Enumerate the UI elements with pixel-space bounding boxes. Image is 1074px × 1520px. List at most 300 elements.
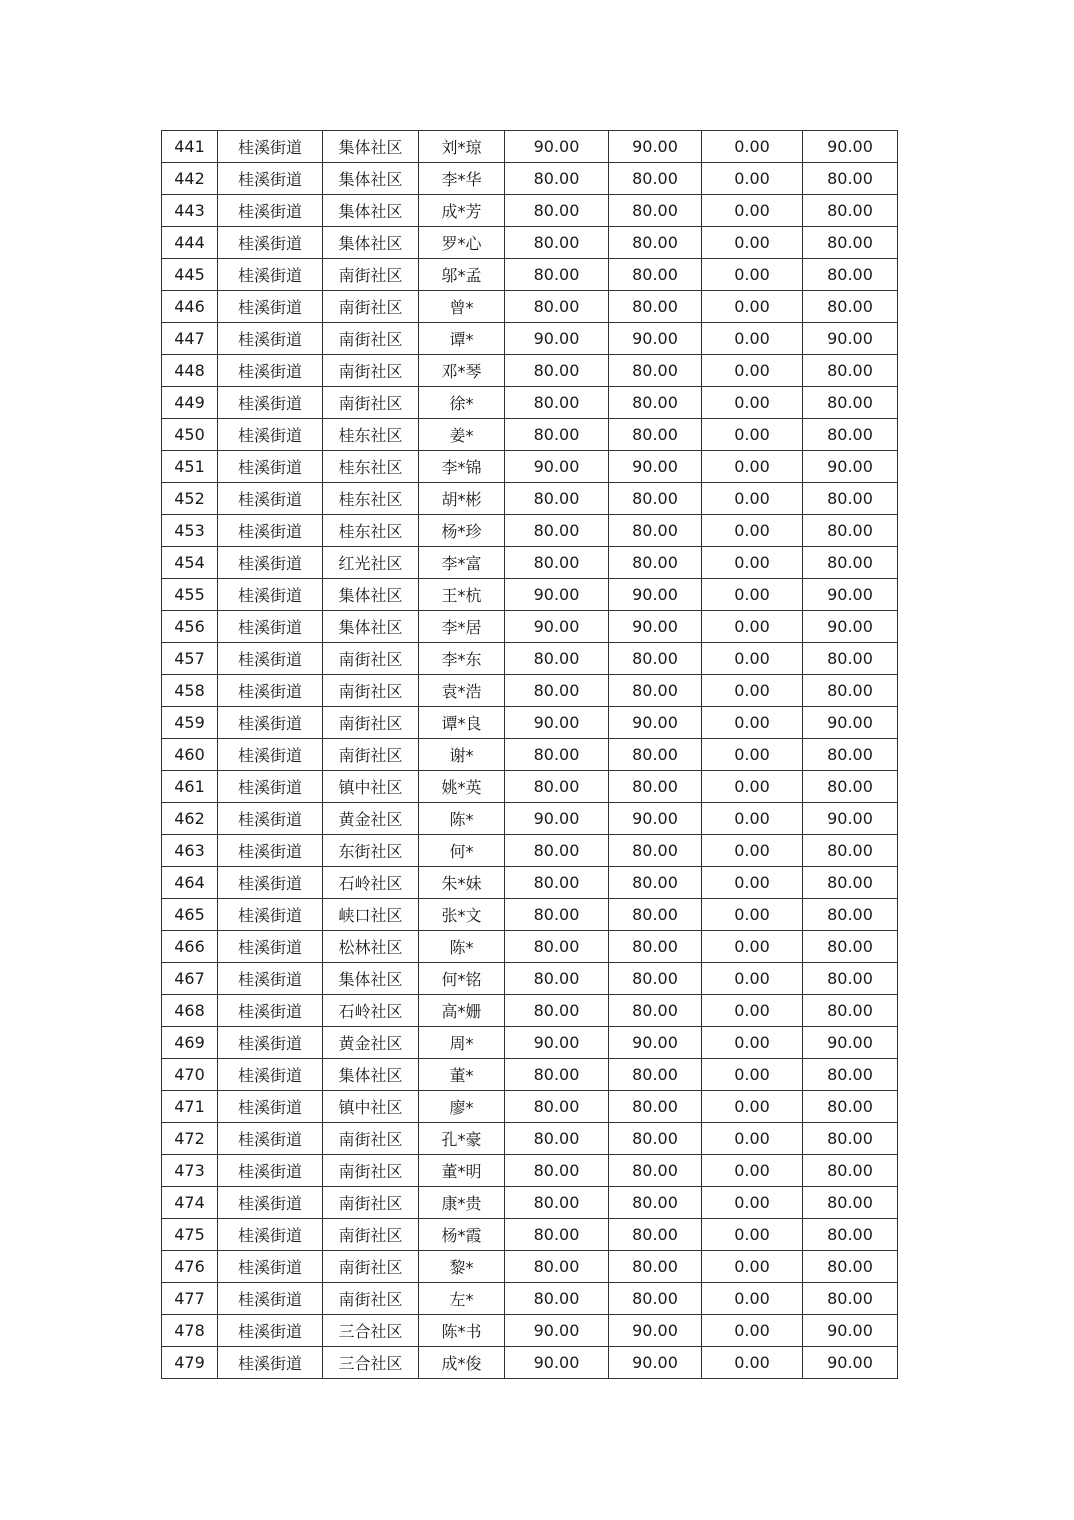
cell-value-4: 90.00 (803, 131, 898, 163)
cell-value-3: 0.00 (702, 1347, 803, 1379)
cell-community: 南街社区 (323, 1283, 419, 1315)
cell-value-1: 90.00 (505, 451, 609, 483)
cell-value-1: 80.00 (505, 355, 609, 387)
data-table (161, 130, 898, 1379)
cell-value-1: 80.00 (505, 547, 609, 579)
cell-name: 杨*霞 (419, 1219, 505, 1251)
cell-number: 462 (162, 803, 218, 835)
cell-value-3: 0.00 (702, 995, 803, 1027)
table-row (162, 451, 898, 483)
cell-value-2: 90.00 (609, 1347, 702, 1379)
cell-street: 桂溪街道 (218, 195, 323, 227)
cell-value-3: 0.00 (702, 611, 803, 643)
cell-name: 张*文 (419, 899, 505, 931)
cell-value-3: 0.00 (702, 835, 803, 867)
cell-number: 464 (162, 867, 218, 899)
cell-name: 刘*琼 (419, 131, 505, 163)
cell-value-2: 80.00 (609, 643, 702, 675)
cell-number: 457 (162, 643, 218, 675)
cell-name: 何*铭 (419, 963, 505, 995)
cell-value-2: 80.00 (609, 291, 702, 323)
cell-value-1: 80.00 (505, 1059, 609, 1091)
cell-number: 461 (162, 771, 218, 803)
cell-value-2: 80.00 (609, 931, 702, 963)
cell-value-4: 80.00 (803, 1091, 898, 1123)
cell-number: 474 (162, 1187, 218, 1219)
cell-number: 444 (162, 227, 218, 259)
table-row (162, 323, 898, 355)
cell-value-3: 0.00 (702, 419, 803, 451)
cell-value-4: 80.00 (803, 1155, 898, 1187)
cell-value-1: 90.00 (505, 579, 609, 611)
cell-community: 三合社区 (323, 1347, 419, 1379)
cell-community: 镇中社区 (323, 1091, 419, 1123)
table-row (162, 963, 898, 995)
cell-number: 459 (162, 707, 218, 739)
table-row (162, 643, 898, 675)
cell-value-3: 0.00 (702, 1187, 803, 1219)
cell-street: 桂溪街道 (218, 387, 323, 419)
cell-number: 452 (162, 483, 218, 515)
cell-number: 453 (162, 515, 218, 547)
cell-value-2: 90.00 (609, 803, 702, 835)
cell-community: 南街社区 (323, 1251, 419, 1283)
cell-value-1: 80.00 (505, 835, 609, 867)
cell-value-1: 80.00 (505, 419, 609, 451)
cell-value-4: 90.00 (803, 707, 898, 739)
cell-community: 集体社区 (323, 195, 419, 227)
cell-number: 475 (162, 1219, 218, 1251)
table-row (162, 547, 898, 579)
cell-street: 桂溪街道 (218, 899, 323, 931)
cell-value-2: 90.00 (609, 579, 702, 611)
cell-name: 邬*孟 (419, 259, 505, 291)
cell-value-1: 90.00 (505, 131, 609, 163)
cell-value-3: 0.00 (702, 643, 803, 675)
table-row (162, 1283, 898, 1315)
cell-name: 谭*良 (419, 707, 505, 739)
cell-value-4: 90.00 (803, 323, 898, 355)
cell-value-2: 90.00 (609, 451, 702, 483)
cell-street: 桂溪街道 (218, 1315, 323, 1347)
cell-value-3: 0.00 (702, 1027, 803, 1059)
cell-community: 石岭社区 (323, 867, 419, 899)
cell-community: 南街社区 (323, 387, 419, 419)
cell-value-2: 80.00 (609, 483, 702, 515)
cell-value-2: 80.00 (609, 1251, 702, 1283)
cell-value-2: 80.00 (609, 355, 702, 387)
cell-community: 集体社区 (323, 963, 419, 995)
cell-community: 三合社区 (323, 1315, 419, 1347)
cell-value-4: 80.00 (803, 995, 898, 1027)
cell-street: 桂溪街道 (218, 1251, 323, 1283)
table-row (162, 1155, 898, 1187)
cell-number: 454 (162, 547, 218, 579)
cell-value-3: 0.00 (702, 1283, 803, 1315)
cell-value-4: 80.00 (803, 739, 898, 771)
cell-value-4: 90.00 (803, 1315, 898, 1347)
table-body (162, 131, 898, 1379)
cell-community: 集体社区 (323, 579, 419, 611)
cell-value-4: 90.00 (803, 611, 898, 643)
cell-street: 桂溪街道 (218, 323, 323, 355)
cell-street: 桂溪街道 (218, 707, 323, 739)
table-row (162, 163, 898, 195)
cell-value-4: 80.00 (803, 643, 898, 675)
cell-value-1: 90.00 (505, 1347, 609, 1379)
cell-value-2: 90.00 (609, 611, 702, 643)
cell-value-1: 80.00 (505, 1283, 609, 1315)
table-row (162, 803, 898, 835)
cell-value-3: 0.00 (702, 675, 803, 707)
cell-value-3: 0.00 (702, 323, 803, 355)
cell-value-2: 80.00 (609, 387, 702, 419)
cell-name: 李*锦 (419, 451, 505, 483)
cell-number: 463 (162, 835, 218, 867)
cell-community: 南街社区 (323, 1123, 419, 1155)
cell-value-4: 80.00 (803, 419, 898, 451)
cell-number: 460 (162, 739, 218, 771)
cell-name: 陈*书 (419, 1315, 505, 1347)
cell-street: 桂溪街道 (218, 1059, 323, 1091)
cell-value-4: 80.00 (803, 1123, 898, 1155)
cell-number: 472 (162, 1123, 218, 1155)
cell-name: 董*明 (419, 1155, 505, 1187)
cell-number: 466 (162, 931, 218, 963)
cell-value-3: 0.00 (702, 739, 803, 771)
cell-value-3: 0.00 (702, 931, 803, 963)
cell-street: 桂溪街道 (218, 131, 323, 163)
cell-value-3: 0.00 (702, 291, 803, 323)
cell-number: 479 (162, 1347, 218, 1379)
cell-street: 桂溪街道 (218, 643, 323, 675)
cell-value-3: 0.00 (702, 355, 803, 387)
cell-name: 李*富 (419, 547, 505, 579)
cell-value-3: 0.00 (702, 1059, 803, 1091)
cell-value-1: 80.00 (505, 1155, 609, 1187)
cell-value-2: 80.00 (609, 163, 702, 195)
cell-value-4: 80.00 (803, 547, 898, 579)
cell-value-3: 0.00 (702, 131, 803, 163)
cell-value-4: 80.00 (803, 227, 898, 259)
cell-street: 桂溪街道 (218, 227, 323, 259)
cell-name: 杨*珍 (419, 515, 505, 547)
cell-name: 董* (419, 1059, 505, 1091)
cell-street: 桂溪街道 (218, 1347, 323, 1379)
cell-street: 桂溪街道 (218, 739, 323, 771)
table-row (162, 771, 898, 803)
table-row (162, 387, 898, 419)
cell-value-1: 90.00 (505, 1315, 609, 1347)
cell-number: 477 (162, 1283, 218, 1315)
cell-value-2: 80.00 (609, 259, 702, 291)
cell-community: 集体社区 (323, 1059, 419, 1091)
cell-number: 448 (162, 355, 218, 387)
cell-street: 桂溪街道 (218, 611, 323, 643)
cell-community: 红光社区 (323, 547, 419, 579)
cell-value-3: 0.00 (702, 1315, 803, 1347)
cell-value-4: 80.00 (803, 163, 898, 195)
table-row (162, 355, 898, 387)
cell-value-4: 80.00 (803, 1283, 898, 1315)
cell-value-3: 0.00 (702, 451, 803, 483)
cell-street: 桂溪街道 (218, 1123, 323, 1155)
cell-value-2: 80.00 (609, 739, 702, 771)
cell-value-4: 80.00 (803, 195, 898, 227)
table-row (162, 195, 898, 227)
cell-value-1: 80.00 (505, 1187, 609, 1219)
cell-value-2: 80.00 (609, 1187, 702, 1219)
cell-name: 袁*浩 (419, 675, 505, 707)
cell-community: 峡口社区 (323, 899, 419, 931)
cell-value-1: 80.00 (505, 259, 609, 291)
cell-value-4: 80.00 (803, 387, 898, 419)
cell-value-1: 90.00 (505, 707, 609, 739)
cell-value-4: 80.00 (803, 835, 898, 867)
cell-name: 姜* (419, 419, 505, 451)
cell-number: 455 (162, 579, 218, 611)
cell-community: 桂东社区 (323, 451, 419, 483)
cell-street: 桂溪街道 (218, 1027, 323, 1059)
cell-number: 476 (162, 1251, 218, 1283)
cell-value-3: 0.00 (702, 547, 803, 579)
cell-value-3: 0.00 (702, 1155, 803, 1187)
cell-value-2: 80.00 (609, 195, 702, 227)
cell-street: 桂溪街道 (218, 547, 323, 579)
cell-community: 南街社区 (323, 1155, 419, 1187)
cell-value-3: 0.00 (702, 579, 803, 611)
cell-value-1: 80.00 (505, 739, 609, 771)
cell-street: 桂溪街道 (218, 1091, 323, 1123)
cell-community: 南街社区 (323, 739, 419, 771)
cell-value-2: 80.00 (609, 995, 702, 1027)
cell-street: 桂溪街道 (218, 515, 323, 547)
cell-name: 曾* (419, 291, 505, 323)
cell-value-1: 80.00 (505, 931, 609, 963)
cell-value-2: 80.00 (609, 1283, 702, 1315)
table-row (162, 931, 898, 963)
table-row (162, 259, 898, 291)
cell-street: 桂溪街道 (218, 163, 323, 195)
cell-name: 徐* (419, 387, 505, 419)
cell-value-2: 80.00 (609, 547, 702, 579)
cell-number: 446 (162, 291, 218, 323)
cell-community: 桂东社区 (323, 419, 419, 451)
cell-name: 罗*心 (419, 227, 505, 259)
cell-name: 何* (419, 835, 505, 867)
cell-community: 集体社区 (323, 611, 419, 643)
cell-value-4: 80.00 (803, 259, 898, 291)
cell-value-1: 80.00 (505, 291, 609, 323)
cell-value-2: 80.00 (609, 1219, 702, 1251)
cell-name: 左* (419, 1283, 505, 1315)
cell-value-1: 80.00 (505, 963, 609, 995)
cell-value-3: 0.00 (702, 259, 803, 291)
cell-value-2: 80.00 (609, 675, 702, 707)
cell-name: 孔*豪 (419, 1123, 505, 1155)
cell-street: 桂溪街道 (218, 867, 323, 899)
cell-number: 467 (162, 963, 218, 995)
cell-name: 李*东 (419, 643, 505, 675)
cell-value-4: 90.00 (803, 1027, 898, 1059)
cell-name: 成*芳 (419, 195, 505, 227)
table-row (162, 611, 898, 643)
cell-value-1: 80.00 (505, 675, 609, 707)
cell-value-4: 80.00 (803, 515, 898, 547)
cell-street: 桂溪街道 (218, 771, 323, 803)
cell-value-4: 80.00 (803, 355, 898, 387)
table-row (162, 291, 898, 323)
table-row (162, 1027, 898, 1059)
cell-value-4: 80.00 (803, 675, 898, 707)
cell-street: 桂溪街道 (218, 675, 323, 707)
cell-street: 桂溪街道 (218, 451, 323, 483)
cell-value-4: 80.00 (803, 771, 898, 803)
table-row (162, 227, 898, 259)
cell-value-2: 80.00 (609, 1155, 702, 1187)
cell-value-1: 80.00 (505, 1251, 609, 1283)
cell-value-4: 80.00 (803, 867, 898, 899)
cell-name: 黎* (419, 1251, 505, 1283)
cell-name: 谢* (419, 739, 505, 771)
cell-community: 南街社区 (323, 643, 419, 675)
cell-value-2: 80.00 (609, 1091, 702, 1123)
cell-value-4: 80.00 (803, 1187, 898, 1219)
cell-value-3: 0.00 (702, 771, 803, 803)
cell-value-4: 90.00 (803, 803, 898, 835)
cell-value-3: 0.00 (702, 1091, 803, 1123)
cell-value-4: 90.00 (803, 1347, 898, 1379)
cell-value-2: 90.00 (609, 1315, 702, 1347)
cell-name: 姚*英 (419, 771, 505, 803)
table-row (162, 899, 898, 931)
cell-community: 南街社区 (323, 355, 419, 387)
cell-value-2: 80.00 (609, 419, 702, 451)
cell-value-4: 80.00 (803, 1219, 898, 1251)
cell-name: 李*华 (419, 163, 505, 195)
cell-street: 桂溪街道 (218, 483, 323, 515)
cell-value-1: 80.00 (505, 1219, 609, 1251)
table-row (162, 579, 898, 611)
cell-community: 南街社区 (323, 1187, 419, 1219)
cell-value-1: 80.00 (505, 1123, 609, 1155)
cell-number: 449 (162, 387, 218, 419)
cell-number: 456 (162, 611, 218, 643)
cell-community: 南街社区 (323, 259, 419, 291)
cell-name: 高*姗 (419, 995, 505, 1027)
table-row (162, 131, 898, 163)
cell-street: 桂溪街道 (218, 931, 323, 963)
cell-value-1: 80.00 (505, 195, 609, 227)
cell-street: 桂溪街道 (218, 995, 323, 1027)
cell-value-2: 90.00 (609, 707, 702, 739)
cell-number: 445 (162, 259, 218, 291)
cell-community: 集体社区 (323, 227, 419, 259)
cell-community: 黄金社区 (323, 1027, 419, 1059)
cell-street: 桂溪街道 (218, 291, 323, 323)
cell-number: 469 (162, 1027, 218, 1059)
cell-number: 443 (162, 195, 218, 227)
cell-value-3: 0.00 (702, 163, 803, 195)
cell-value-3: 0.00 (702, 1123, 803, 1155)
cell-number: 451 (162, 451, 218, 483)
cell-name: 陈* (419, 931, 505, 963)
cell-value-2: 80.00 (609, 515, 702, 547)
cell-value-3: 0.00 (702, 1219, 803, 1251)
cell-value-1: 80.00 (505, 771, 609, 803)
table-row (162, 707, 898, 739)
table-row (162, 483, 898, 515)
cell-number: 468 (162, 995, 218, 1027)
cell-value-1: 80.00 (505, 643, 609, 675)
table-row (162, 1059, 898, 1091)
cell-value-1: 80.00 (505, 1091, 609, 1123)
table-row (162, 1251, 898, 1283)
cell-value-3: 0.00 (702, 867, 803, 899)
cell-value-4: 80.00 (803, 291, 898, 323)
cell-community: 桂东社区 (323, 515, 419, 547)
cell-value-4: 80.00 (803, 1059, 898, 1091)
table-row (162, 675, 898, 707)
table-row (162, 1123, 898, 1155)
cell-name: 成*俊 (419, 1347, 505, 1379)
cell-value-2: 90.00 (609, 323, 702, 355)
cell-community: 集体社区 (323, 163, 419, 195)
cell-value-2: 80.00 (609, 771, 702, 803)
cell-name: 谭* (419, 323, 505, 355)
cell-value-4: 80.00 (803, 963, 898, 995)
cell-community: 南街社区 (323, 1219, 419, 1251)
table-row (162, 1347, 898, 1379)
cell-value-1: 80.00 (505, 227, 609, 259)
cell-value-2: 80.00 (609, 963, 702, 995)
table-row (162, 1219, 898, 1251)
cell-name: 陈* (419, 803, 505, 835)
cell-value-2: 80.00 (609, 835, 702, 867)
cell-value-1: 80.00 (505, 899, 609, 931)
cell-value-2: 80.00 (609, 1123, 702, 1155)
cell-value-1: 90.00 (505, 611, 609, 643)
cell-street: 桂溪街道 (218, 355, 323, 387)
cell-community: 石岭社区 (323, 995, 419, 1027)
cell-name: 王*杭 (419, 579, 505, 611)
cell-street: 桂溪街道 (218, 1219, 323, 1251)
cell-number: 478 (162, 1315, 218, 1347)
table-row (162, 995, 898, 1027)
table-row (162, 835, 898, 867)
cell-number: 473 (162, 1155, 218, 1187)
cell-value-3: 0.00 (702, 483, 803, 515)
cell-value-3: 0.00 (702, 227, 803, 259)
cell-value-3: 0.00 (702, 195, 803, 227)
cell-name: 胡*彬 (419, 483, 505, 515)
cell-number: 471 (162, 1091, 218, 1123)
cell-value-1: 80.00 (505, 483, 609, 515)
cell-community: 镇中社区 (323, 771, 419, 803)
cell-name: 邓*琴 (419, 355, 505, 387)
cell-value-2: 80.00 (609, 867, 702, 899)
cell-community: 南街社区 (323, 323, 419, 355)
cell-value-3: 0.00 (702, 899, 803, 931)
cell-value-3: 0.00 (702, 803, 803, 835)
cell-community: 桂东社区 (323, 483, 419, 515)
cell-number: 470 (162, 1059, 218, 1091)
cell-value-2: 80.00 (609, 899, 702, 931)
table-row (162, 1315, 898, 1347)
cell-value-3: 0.00 (702, 387, 803, 419)
cell-community: 南街社区 (323, 291, 419, 323)
cell-street: 桂溪街道 (218, 1155, 323, 1187)
